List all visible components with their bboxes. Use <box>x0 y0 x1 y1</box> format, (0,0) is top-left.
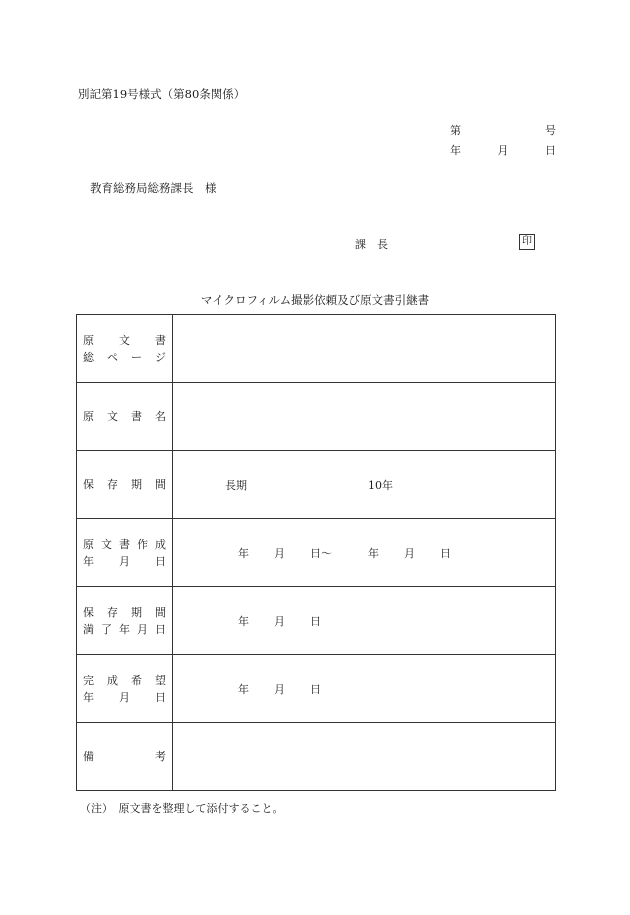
row-label-desired-completion-date <box>77 655 173 723</box>
date-month: 月 <box>497 144 509 157</box>
date-day: 日 <box>310 614 321 628</box>
label-char: 存 <box>107 478 118 491</box>
date-year: 年 <box>238 614 249 628</box>
label-char: 保 <box>83 605 94 619</box>
row-label-retention-period <box>77 451 173 519</box>
label-char: 年 <box>83 690 94 704</box>
label-char: 日 <box>155 690 166 704</box>
date-year: 年 <box>238 546 249 560</box>
label-char: 了 <box>101 622 112 636</box>
date-day: 日 <box>545 144 556 157</box>
label-char: 期 <box>131 605 142 619</box>
number-suffix: 号 <box>545 124 556 137</box>
table-row <box>77 383 556 451</box>
retention-period-field[interactable] <box>173 451 556 519</box>
label-char: 成 <box>107 673 118 687</box>
addressee: 教育総務局総務課長 様 <box>90 181 217 195</box>
date-month: 月 <box>274 546 285 560</box>
sender-title: 課 長 <box>355 238 388 251</box>
footnote: （注） 原文書を整理して添付すること。 <box>80 802 284 815</box>
row-label-total-pages <box>77 315 173 383</box>
row-label-creation-date <box>77 519 173 587</box>
creation-date-range-field[interactable] <box>173 519 556 587</box>
label-char: 文 <box>107 410 118 423</box>
label-char: 間 <box>155 478 166 491</box>
row-label-document-name <box>77 383 173 451</box>
request-form-table <box>76 314 556 791</box>
label-char: 書 <box>155 333 166 347</box>
desired-completion-date-field[interactable] <box>173 655 556 723</box>
form-reference: 別記第19号様式（第80条関係） <box>78 87 246 101</box>
document-name-field[interactable] <box>173 383 556 451</box>
label-char: 完 <box>83 673 94 687</box>
document-number-field <box>450 122 556 138</box>
date-year: 年 <box>238 682 249 696</box>
document-date-field <box>450 142 556 158</box>
label-char: ジ <box>155 350 166 364</box>
date-day: 日〜 <box>310 546 332 560</box>
date-month: 月 <box>404 546 415 560</box>
label-char: 日 <box>155 622 166 636</box>
date-day: 日 <box>440 546 451 560</box>
date-month: 月 <box>274 682 285 696</box>
label-char: 月 <box>137 622 148 636</box>
retention-long-term: 長期 <box>225 478 247 492</box>
label-char: 作 <box>137 537 148 551</box>
table-row <box>77 723 556 791</box>
row-label-remarks <box>77 723 173 791</box>
remarks-field[interactable] <box>173 723 556 791</box>
label-char: 原 <box>83 537 94 551</box>
seal-mark: 印 <box>519 234 535 250</box>
label-char: 考 <box>155 750 166 763</box>
number-prefix: 第 <box>450 124 461 137</box>
label-char: 満 <box>83 622 94 636</box>
label-char: 書 <box>131 410 142 423</box>
label-char: 総 <box>83 350 94 364</box>
label-char: 存 <box>107 605 118 619</box>
label-char: 月 <box>119 690 130 704</box>
row-label-retention-expiry-date <box>77 587 173 655</box>
date-year: 年 <box>450 144 461 157</box>
table-row <box>77 315 556 383</box>
label-char: 望 <box>155 673 166 687</box>
label-char: 書 <box>119 537 130 551</box>
table-row <box>77 655 556 723</box>
total-pages-field[interactable] <box>173 315 556 383</box>
label-char: 原 <box>83 333 94 347</box>
date-day: 日 <box>310 682 321 696</box>
label-char: ペ <box>107 350 118 364</box>
label-char: 間 <box>155 605 166 619</box>
label-char: 成 <box>155 537 166 551</box>
label-char: 文 <box>119 333 130 347</box>
label-char: 名 <box>155 410 166 423</box>
label-char: 希 <box>131 673 142 687</box>
label-char: 保 <box>83 478 94 491</box>
table-row <box>77 519 556 587</box>
table-row <box>77 587 556 655</box>
table-row <box>77 451 556 519</box>
label-char: 年 <box>83 554 94 568</box>
label-char: 原 <box>83 410 94 423</box>
retention-expiry-date-field[interactable] <box>173 587 556 655</box>
label-char: 日 <box>155 554 166 568</box>
label-char: 期 <box>131 478 142 491</box>
label-char: 年 <box>119 622 130 636</box>
label-char: ー <box>131 350 142 364</box>
retention-10-years: 10年 <box>368 478 393 492</box>
date-year: 年 <box>368 546 379 560</box>
label-char: 月 <box>119 554 130 568</box>
date-month: 月 <box>274 614 285 628</box>
label-char: 文 <box>101 537 112 551</box>
label-char: 備 <box>83 750 94 763</box>
document-title: マイクロフィルム撮影依頼及び原文書引継書 <box>200 293 430 307</box>
